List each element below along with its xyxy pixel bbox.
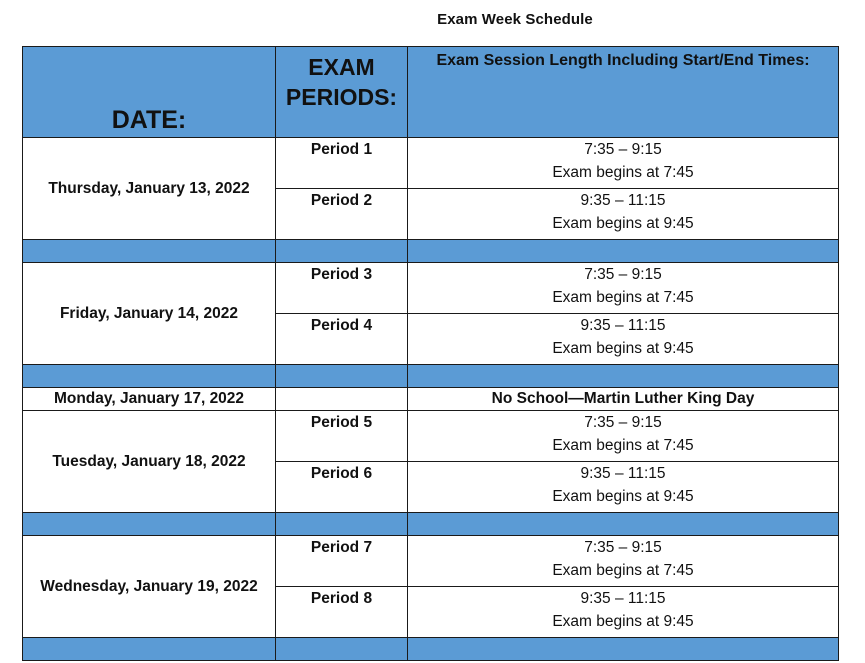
session-time: 9:35 – 11:15	[580, 465, 666, 482]
exam-begins-text: Exam begins at 7:45	[552, 437, 694, 454]
period-cell: Period 7	[276, 536, 408, 587]
exam-begins-text: Exam begins at 9:45	[552, 215, 694, 232]
spacer-row	[23, 638, 839, 661]
period-cell: Period 4	[276, 314, 408, 365]
session-cell	[408, 462, 839, 513]
exam-begins-text: Exam begins at 7:45	[552, 562, 694, 579]
table-row	[23, 411, 839, 462]
exam-begins-text: Exam begins at 7:45	[552, 164, 694, 181]
holiday-note: No School—Martin Luther King Day	[408, 388, 839, 411]
exam-schedule-table	[22, 46, 839, 661]
session-cell	[408, 536, 839, 587]
table-row	[23, 263, 839, 314]
session-time: 9:35 – 11:15	[580, 590, 666, 607]
header-row	[23, 47, 839, 138]
spacer-row	[23, 240, 839, 263]
session-length-column-header: Exam Session Length Including Start/End Times:	[408, 47, 839, 138]
session-time: 9:35 – 11:15	[580, 317, 666, 334]
date-cell: Friday, January 14, 2022	[23, 263, 276, 365]
session-time: 7:35 – 9:15	[584, 414, 662, 431]
session-time: 7:35 – 9:15	[584, 539, 662, 556]
table-row	[23, 138, 839, 189]
session-cell	[408, 314, 839, 365]
period-cell: Period 2	[276, 189, 408, 240]
date-column-header: DATE:	[23, 47, 276, 138]
period-cell-empty	[276, 388, 408, 411]
table-row	[23, 536, 839, 587]
session-cell	[408, 138, 839, 189]
session-time: 9:35 – 11:15	[580, 192, 666, 209]
period-cell: Period 8	[276, 587, 408, 638]
exam-begins-text: Exam begins at 7:45	[552, 289, 694, 306]
exam-periods-column-header	[276, 47, 408, 138]
period-cell: Period 3	[276, 263, 408, 314]
exam-begins-text: Exam begins at 9:45	[552, 613, 694, 630]
exam-begins-text: Exam begins at 9:45	[552, 488, 694, 505]
date-cell: Wednesday, January 19, 2022	[23, 536, 276, 638]
spacer-row	[23, 365, 839, 388]
date-cell: Thursday, January 13, 2022	[23, 138, 276, 240]
session-time: 7:35 – 9:15	[584, 266, 662, 283]
document-title: Exam Week Schedule	[437, 11, 593, 28]
period-cell: Period 1	[276, 138, 408, 189]
period-cell: Period 5	[276, 411, 408, 462]
session-cell	[408, 189, 839, 240]
period-cell: Period 6	[276, 462, 408, 513]
exam-periods-header-line2: PERIODS:	[285, 84, 398, 110]
session-cell	[408, 263, 839, 314]
spacer-row	[23, 513, 839, 536]
session-time: 7:35 – 9:15	[584, 141, 662, 158]
date-cell: Monday, January 17, 2022	[23, 388, 276, 411]
session-cell	[408, 411, 839, 462]
session-cell	[408, 587, 839, 638]
date-cell: Tuesday, January 18, 2022	[23, 411, 276, 513]
exam-begins-text: Exam begins at 9:45	[552, 340, 694, 357]
exam-periods-header-line1: EXAM	[308, 54, 375, 80]
holiday-row	[23, 388, 839, 411]
